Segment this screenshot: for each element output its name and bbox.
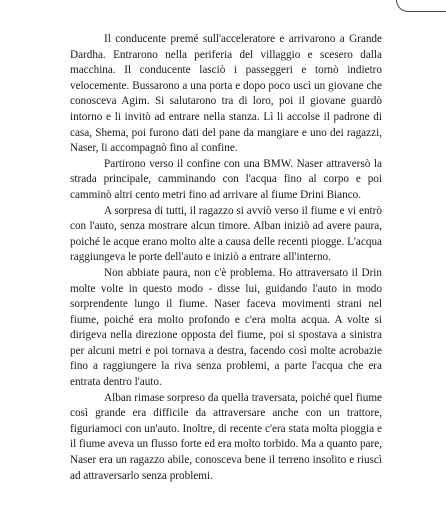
window-corner-tab <box>396 0 446 12</box>
document-page <box>70 32 382 484</box>
paragraph-2: Partirono verso il confine con una BMW. Naser attraversò la strada principale, camminando con l'acqua fino al corpo e poi camminò altri cento metri fino ad arrivare al fiume Drini Bianco. <box>70 157 382 201</box>
paragraph-4: Non abbiate paura, non c'è problema. Ho attraversato il Drin molte volte in questo modo - disse lui, guidando l'auto in modo sorprendente lungo il fiume. Naser faceva movimenti strani nel fiume, poiché era molto profondo e c'era molta acqua. A volte si dirigeva nella direzione opposta del fiume, poi si spostava a sinistra per alcuni metri e poi tornava a destra, facendo così molte acrobazie fino a raggiungere la riva senza problemi, a parte l'acqua che era entrata dentro l'auto. <box>70 266 382 389</box>
paragraph-5: Alban rimase sorpreso da quella traversata, poiché quel fiume così grande era difficile da attraversare anche con un trattore, figuriamoci con un'auto. Inoltre, di recente c'era stata molta pioggia e il fiume aveva un flusso forte ed era molto torbido. Ma a quanto pare, Naser era un ragazzo abile, conosceva bene il terreno insolito e riuscì ad attraversarlo senza problemi. <box>70 391 382 482</box>
paragraph-1: Il conducente premé sull'acceleratore e arrivarono a Grande Dardha. Entrarono nella periferia del villaggio e scesero dalla macchina. Il conducente lasciò i passeggeri e tornò indietro velocemente. Bussarono a una porta e dopo poco uscì un giovane che conosceva Agim. Si salutarono tra di loro, poi il giovane guardò intorno e li invitò ad entrare nella stanza. Lì li accolse il padrone di casa, Shema, poi furono dati del pane da mangiare e uno dei ragazzi, Naser, li accompagnò fino al confine. <box>70 33 382 155</box>
paragraph-3: A sorpresa di tutti, il ragazzo si avviò verso il fiume e vi entrò con l'auto, senza mostrare alcun timore. Alban iniziò ad avere paura, poiché le acque erano molto alte a causa delle recenti piogge. L'acqua raggiungeva le porte dell'auto e iniziò a entrare all'interno. <box>70 204 383 264</box>
